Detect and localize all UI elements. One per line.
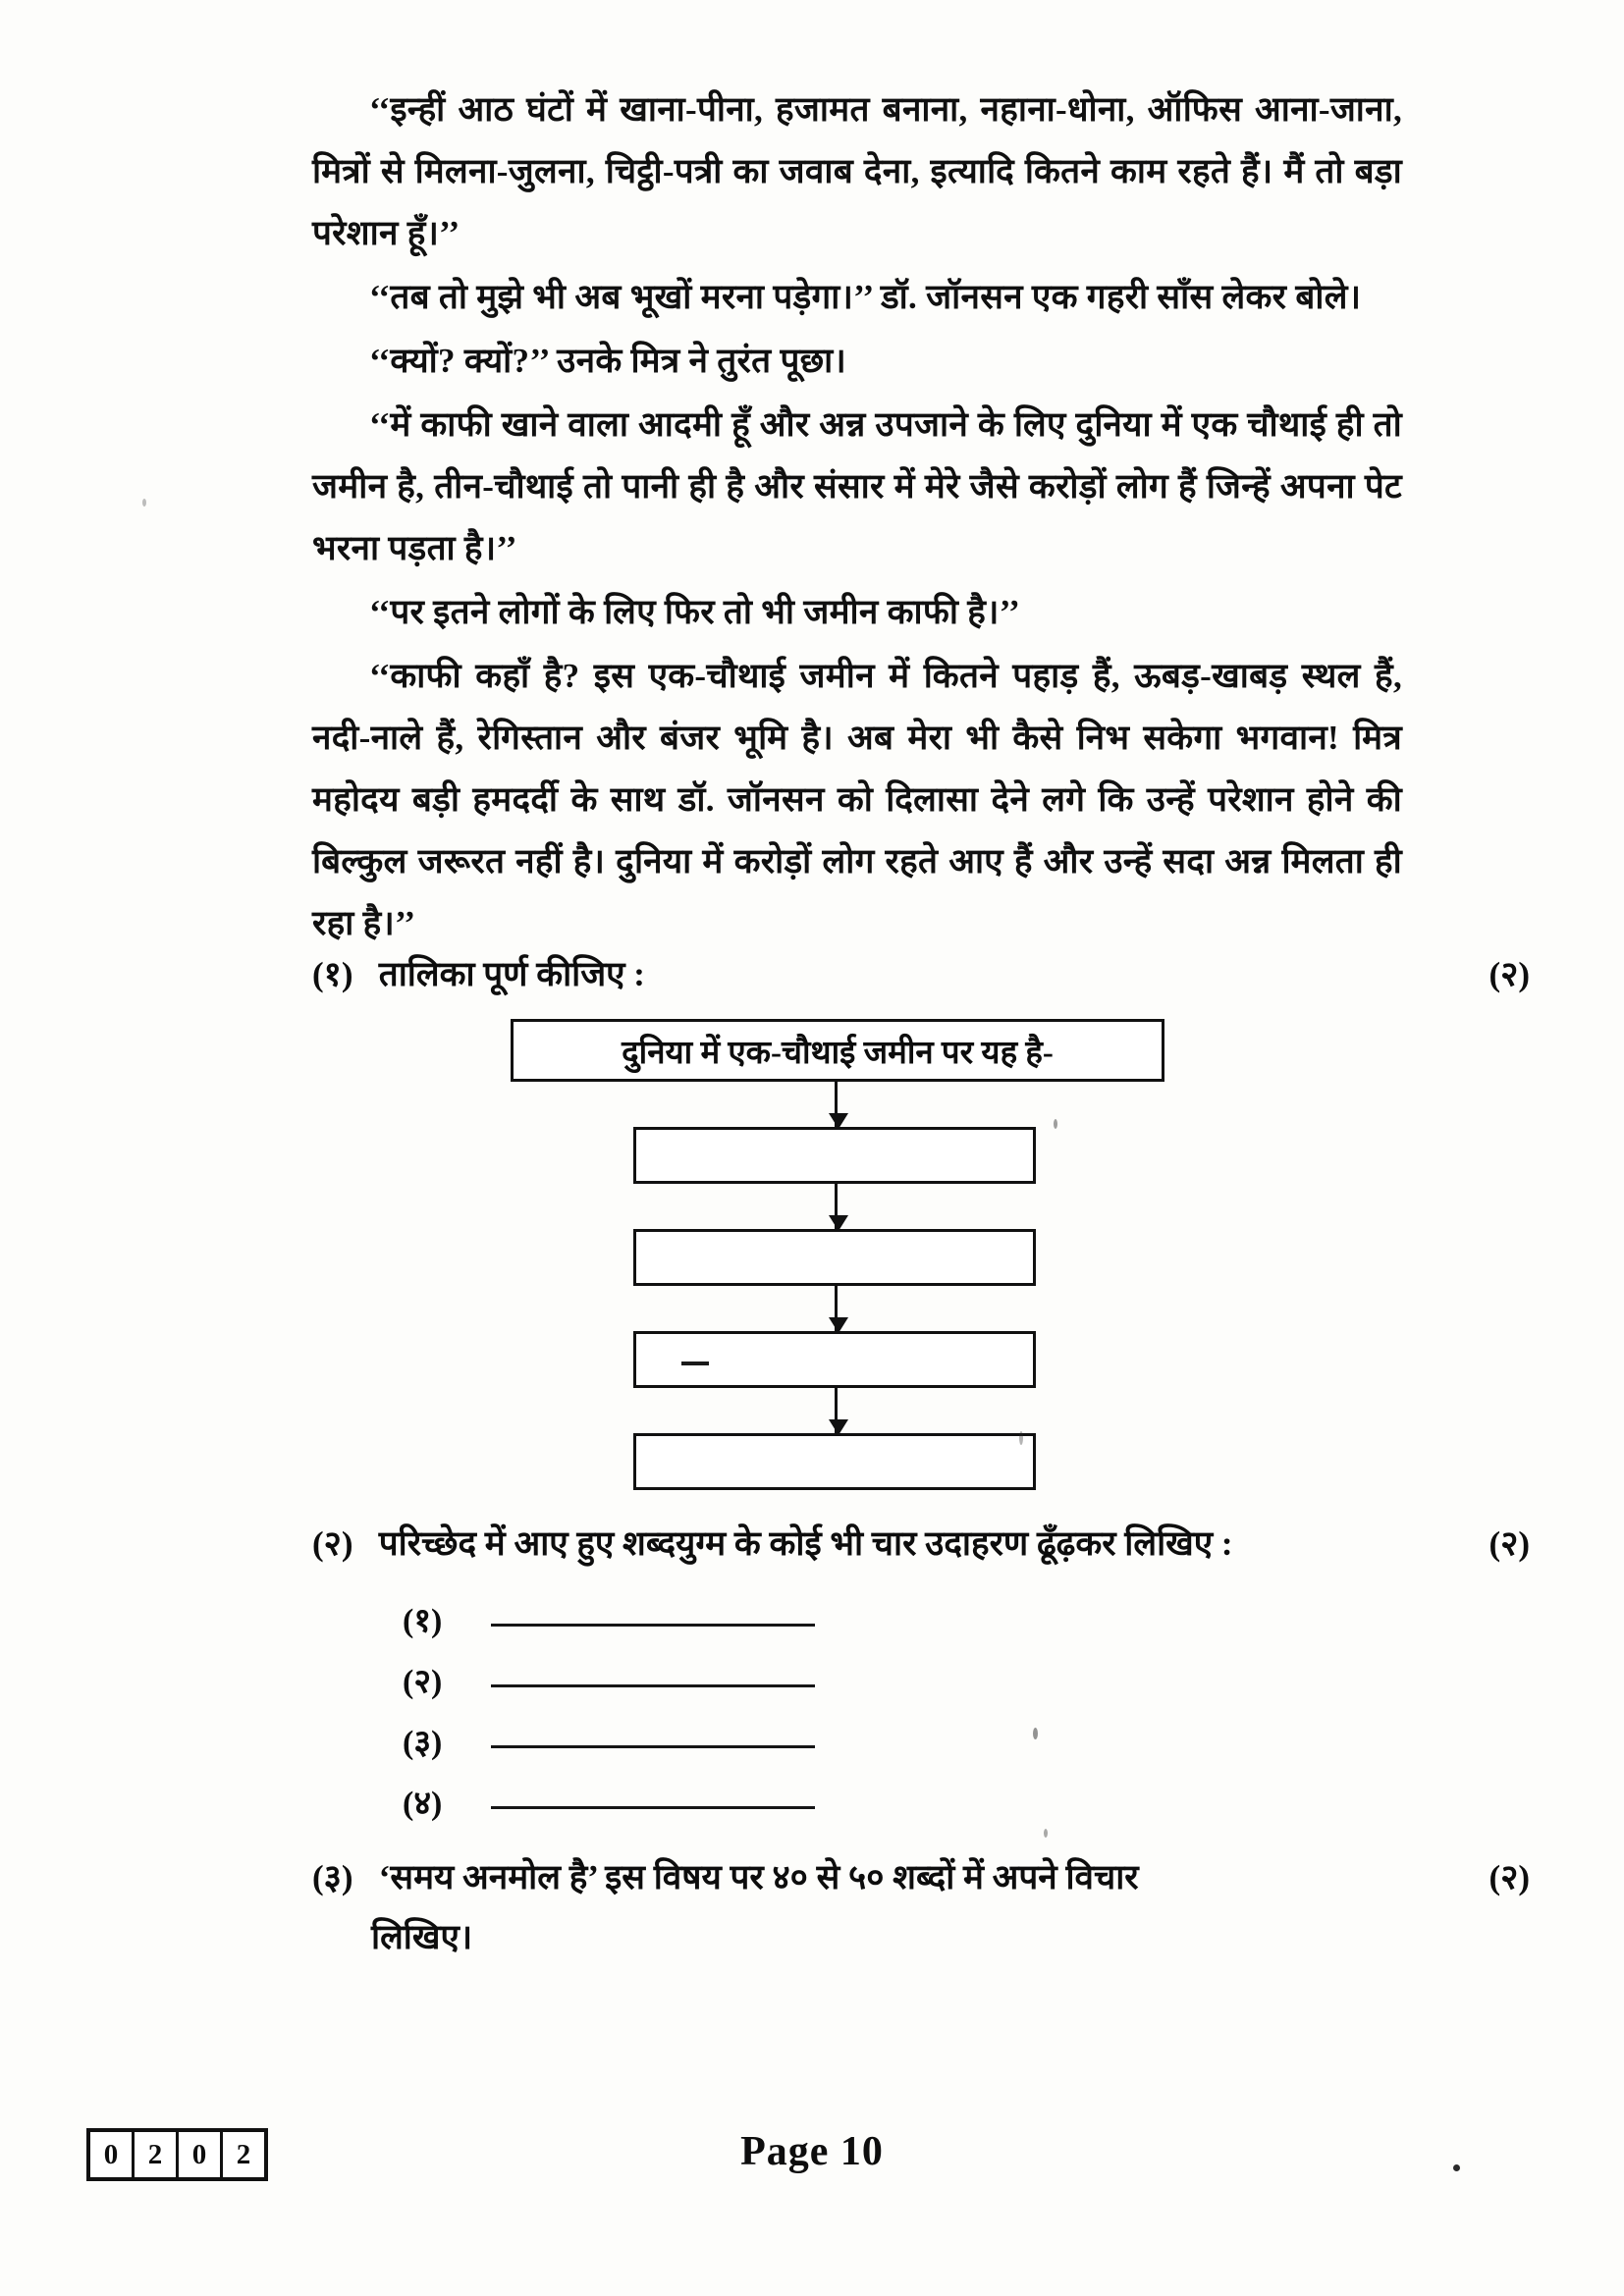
flowchart-header-box (511, 1019, 1164, 1082)
question-3-number: (३) (312, 1858, 353, 1896)
scan-speck (142, 499, 146, 507)
page-number: Page 10 (740, 2129, 884, 2174)
question-2-number: (२) (312, 1524, 353, 1563)
blank-number-3: (३) (403, 1725, 443, 1761)
passage-paragraph-3: ‘‘क्यों? क्यों?’’ उनके मित्र ने तुरंत पूछा। (369, 342, 847, 380)
flowchart-header-text: दुनिया में एक-चौथाई जमीन पर यह है- (622, 1035, 1054, 1071)
flowchart-answer-box-4[interactable] (633, 1433, 1036, 1490)
blank-row-2 (403, 1649, 1090, 1710)
question-1-number: (१) (312, 955, 353, 993)
flowchart-arrow-4-icon (835, 1388, 838, 1433)
blank-row-4 (403, 1771, 1090, 1832)
question-1-text: तालिका पूर्ण कीजिए : (378, 955, 645, 993)
flowchart-arrow-3-icon (835, 1286, 838, 1331)
question-2-answer-blanks (403, 1588, 1090, 1832)
passage-block (312, 79, 1402, 956)
blank-number-1: (१) (403, 1603, 443, 1639)
flowchart-answer-box-3[interactable] (633, 1331, 1036, 1388)
blank-row-1 (403, 1588, 1090, 1649)
blank-line-1[interactable] (491, 1624, 815, 1627)
question-3-text-line2: लिखिए। (371, 1918, 473, 1956)
question-3-body (312, 1853, 1294, 1959)
question-2-marks: (२) (1489, 1524, 1530, 1563)
scan-speck (1054, 1119, 1057, 1129)
question-2-text: परिच्छेद में आए हुए शब्दयुग्म के कोई भी चार उदाहरण ढूँढ़कर लिखिए : (378, 1524, 1233, 1563)
code-digit-3: 0 (179, 2132, 223, 2177)
question-3-marks: (२) (1489, 1858, 1530, 1896)
blank-line-3[interactable] (491, 1745, 815, 1748)
passage-paragraph-1: ‘‘इन्हीं आठ घंटों में खाना-पीना, हजामत बनाना, नहाना-धोना, ऑफिस आना-जाना, मित्रों से मिलना-जुलना, चिट्ठी-पत्री का जवाब देना, इत्यादि कितने काम रहते हैं। मैं तो बड़ा परेशान हूँ।’’ (312, 90, 1402, 252)
question-2-label (312, 1520, 1233, 1566)
passage-paragraph-2: ‘‘तब तो मुझे भी अब भूखों मरना पड़ेगा।’’ डॉ. जॉनसन एक गहरी साँस लेकर बोले। (369, 278, 1362, 316)
question-1-marks: (२) (1489, 955, 1530, 993)
blank-line-4[interactable] (491, 1806, 815, 1809)
scan-speck (1044, 1829, 1048, 1838)
blank-number-4: (४) (403, 1786, 443, 1822)
scan-speck (1019, 1431, 1023, 1445)
blank-line-2[interactable] (491, 1684, 815, 1687)
flowchart-arrow-2-icon (835, 1184, 838, 1229)
flowchart (622, 1019, 1054, 1490)
flowchart-answer-box-2[interactable] (633, 1229, 1036, 1286)
flowchart-answer-box-1[interactable] (633, 1127, 1036, 1184)
question-1-row (312, 950, 1530, 996)
passage-paragraph-5: ‘‘पर इतने लोगों के लिए फिर तो भी जमीन काफी है।’’ (369, 593, 1021, 631)
code-digit-1: 0 (90, 2132, 135, 2177)
question-2-row (312, 1520, 1530, 1566)
passage-paragraph-4: ‘‘में काफी खाने वाला आदमी हूँ और अन्न उपजाने के लिए दुनिया में एक चौथाई ही तो जमीन है, तीन-चौथाई तो पानी ही है और संसार में मेरे जैसे करोड़ों लोग हैं जिन्हें अपना पेट भरना पड़ता है।’’ (312, 405, 1402, 567)
question-3-text-line1: ‘समय अनमोल है’ इस विषय पर ४० से ५० शब्दों में अपने विचार (378, 1858, 1139, 1896)
scan-speck (1453, 2164, 1460, 2171)
code-digit-2: 2 (135, 2132, 179, 2177)
code-digit-4: 2 (236, 2138, 251, 2170)
blank-number-2: (२) (403, 1664, 443, 1700)
question-3-row (312, 1853, 1530, 1959)
blank-row-3 (403, 1710, 1090, 1771)
flowchart-arrow-1-icon (835, 1082, 838, 1127)
question-3-line-1 (312, 1853, 1294, 1899)
question-1-label (312, 950, 645, 996)
passage-paragraph-6: ‘‘काफी कहाँ है? इस एक-चौथाई जमीन में कितने पहाड़ हैं, ऊबड़-खाबड़ स्थल हैं, नदी-नाले हैं, रेगिस्तान और बंजर भूमि है। अब मेरा भी कैसे निभ सकेगा भगवान! मित्र महोदय बड़ी हमदर्दी के साथ डॉ. जॉनसन को दिलासा देने लगे कि उन्हें परेशान होने की बिल्कुल जरूरत नहीं है। दुनिया में करोड़ों लोग रहते आए हैं और उन्हें सदा अन्न मिलता ही रहा है।’’ (312, 657, 1402, 942)
scan-speck (1033, 1728, 1038, 1739)
